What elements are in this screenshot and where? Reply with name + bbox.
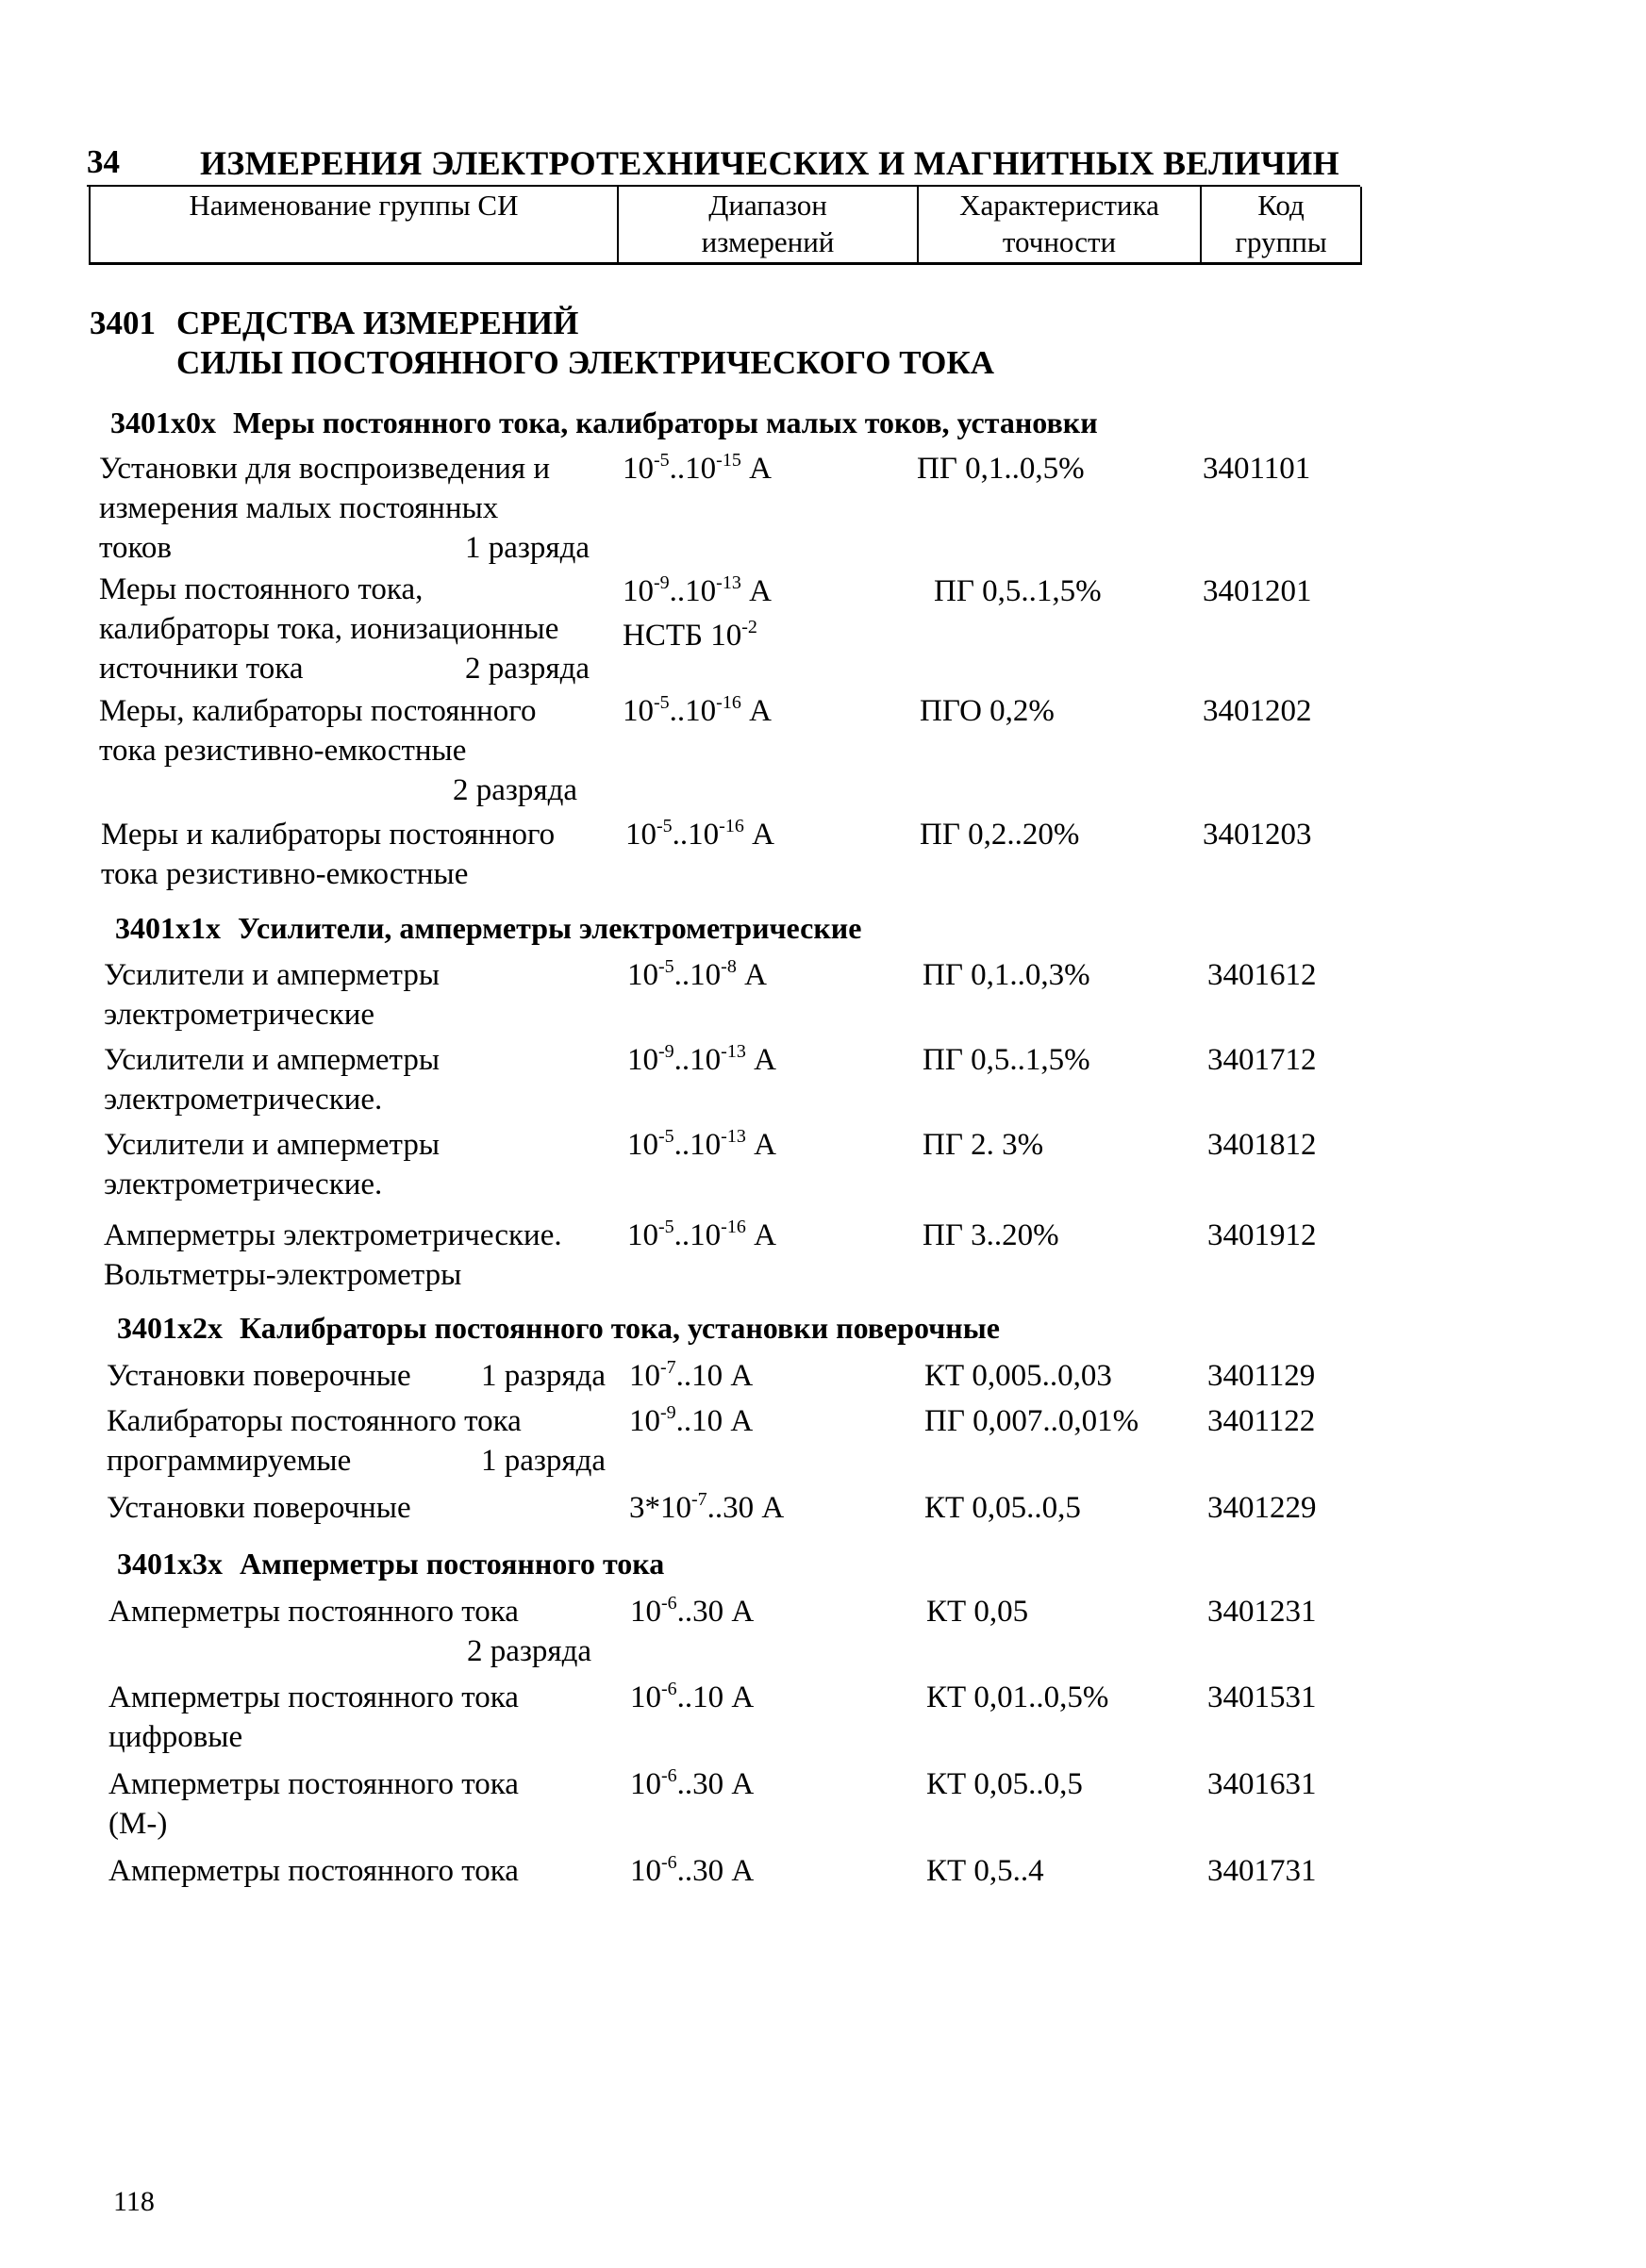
group-code: 3401x3x — [117, 1547, 223, 1581]
row-name: калибраторы тока, ионизационные — [99, 612, 559, 646]
row-code: 3401731 — [1207, 1854, 1317, 1888]
row-range: $10^{-5}..10^{-16}$ А — [625, 816, 774, 852]
column-header-range — [619, 187, 919, 262]
row-accuracy: ПГ 3..20% — [923, 1218, 1059, 1252]
row-name: цифровые — [108, 1720, 243, 1754]
row-code: 3401912 — [1207, 1218, 1317, 1252]
row-range: $10^{-9}..10$ А — [629, 1402, 754, 1438]
column-header-code-line2: группы — [1235, 225, 1327, 258]
row-name: Установки поверочные — [107, 1491, 411, 1525]
row-range: $10^{-6}..30$ А — [630, 1765, 755, 1801]
group-title: Калибраторы постоянного тока, установки поверочные — [240, 1311, 1000, 1345]
row-name: Амперметры постоянного тока — [108, 1680, 519, 1714]
row-accuracy: КТ 0,05 — [926, 1595, 1029, 1629]
row-name: Калибраторы постоянного тока — [107, 1404, 522, 1438]
row-accuracy: ПГ 0,5..1,5% — [923, 1043, 1090, 1077]
row-range: $10^{-5}..10^{-8}$ А — [627, 956, 767, 992]
column-header-range-line2: измерений — [701, 225, 835, 258]
running-title: ИЗМЕРЕНИЯ ЭЛЕКТРОТЕХНИЧЕСКИХ И МАГНИТНЫХ ВЕЛИЧИН — [200, 144, 1339, 182]
column-header-table — [89, 187, 1362, 265]
row-name: Амперметры постоянного тока — [108, 1854, 519, 1888]
group-heading — [115, 911, 861, 946]
section-title-line1: СРЕДСТВА ИЗМЕРЕНИЙ — [176, 305, 579, 341]
section-code: 3401 — [90, 305, 156, 341]
row-range: $10^{-6}..30$ А — [630, 1852, 755, 1888]
row-code: 3401202 — [1203, 694, 1312, 728]
group-title: Меры постоянного тока, калибраторы малых токов, установки — [233, 406, 1098, 439]
row-grade: 1 разряда — [465, 531, 590, 565]
row-range: $10^{-5}..10^{-16}$ А — [627, 1217, 776, 1252]
group-heading — [117, 1311, 1000, 1346]
row-accuracy: КТ 0,05..0,5 — [924, 1491, 1081, 1525]
column-header-accuracy-line1: Характеристика — [959, 189, 1159, 222]
page-number: 34 — [87, 143, 120, 180]
column-header-code — [1202, 187, 1360, 262]
row-accuracy: ПГ 0,2..20% — [920, 818, 1080, 852]
column-header-name — [91, 187, 619, 262]
column-header-accuracy-line2: точности — [1002, 225, 1117, 258]
column-header-code-line1: Код — [1257, 189, 1305, 222]
row-code: 3401631 — [1207, 1767, 1317, 1801]
group-title: Амперметры постоянного тока — [240, 1547, 665, 1581]
row-name: Меры, калибраторы постоянного — [99, 694, 537, 728]
row-range: $10^{-6}..30$ А — [630, 1593, 755, 1629]
row-grade: 2 разряда — [453, 773, 578, 807]
row-accuracy: ПГ 0,1..0,5% — [917, 452, 1085, 486]
row-range: $10^{-5}..10^{-16}$ А — [623, 692, 772, 728]
row-name: электрометрические — [104, 998, 375, 1032]
row-name: Амперметры постоянного тока — [108, 1767, 519, 1801]
row-code: 3401231 — [1207, 1595, 1317, 1629]
row-code: 3401122 — [1207, 1404, 1316, 1438]
group-heading — [110, 406, 1098, 440]
row-accuracy: ПГ 0,5..1,5% — [934, 574, 1102, 608]
row-name: тока резистивно-емкостные — [101, 857, 469, 891]
row-name: Усилители и амперметры — [104, 1128, 441, 1162]
group-code: 3401x0x — [110, 406, 216, 439]
row-accuracy: КТ 0,5..4 — [926, 1854, 1044, 1888]
row-name: Установки для воспроизведения и — [99, 452, 551, 486]
row-name: Вольтметры-электрометры — [104, 1258, 462, 1292]
row-name: Амперметры электрометрические. — [104, 1218, 562, 1252]
row-name: Амперметры постоянного тока — [108, 1595, 519, 1629]
row-accuracy: КТ 0,05..0,5 — [926, 1767, 1083, 1801]
row-name: электрометрические. — [104, 1083, 383, 1117]
row-code: 3401812 — [1207, 1128, 1317, 1162]
row-range: $10^{-5}..10^{-15}$ А — [623, 450, 772, 486]
row-name: Усилители и амперметры — [104, 958, 441, 992]
row-grade: 2 разряда — [465, 652, 590, 686]
row-accuracy: ПГ 0,1..0,3% — [923, 958, 1090, 992]
row-code: 3401101 — [1203, 452, 1311, 486]
row-grade: 1 разряда — [481, 1444, 607, 1478]
row-code: 3401612 — [1207, 958, 1317, 992]
group-title: Усилители, амперметры электрометрические — [238, 911, 862, 945]
row-name: измерения малых постоянных — [99, 491, 499, 525]
row-name: (М-) — [108, 1807, 168, 1841]
row-range-stability: НСТБ $10^{-2}$ — [623, 617, 757, 653]
row-name: Меры и калибраторы постоянного — [101, 818, 556, 852]
row-name: Меры постоянного тока, — [99, 572, 424, 606]
row-name: Усилители и амперметры — [104, 1043, 441, 1077]
row-name: тока резистивно-емкостные — [99, 734, 467, 768]
row-range: $10^{-6}..10$ А — [630, 1679, 755, 1714]
row-grade: 2 разряда — [467, 1634, 592, 1668]
row-code: 3401201 — [1203, 574, 1312, 608]
section-title — [90, 304, 994, 383]
group-code: 3401x2x — [117, 1311, 223, 1345]
row-code: 3401229 — [1207, 1491, 1317, 1525]
group-code: 3401x1x — [115, 911, 221, 945]
row-accuracy: ПГ 2. 3% — [923, 1128, 1044, 1162]
row-name: Установки поверочные — [107, 1359, 411, 1393]
row-name: токов — [99, 531, 172, 565]
row-range: $10^{-9}..10^{-13}$ А — [627, 1041, 776, 1077]
row-name: электрометрические. — [104, 1167, 383, 1201]
row-code: 3401203 — [1203, 818, 1312, 852]
row-range: $3*10^{-7}..30$ А — [629, 1489, 785, 1525]
footer-page-number: 118 — [113, 2186, 155, 2217]
row-code: 3401129 — [1207, 1359, 1316, 1393]
section-title-line2: СИЛЫ ПОСТОЯННОГО ЭЛЕКТРИЧЕСКОГО ТОКА — [176, 344, 994, 381]
column-header-name-text: Наименование группы СИ — [189, 189, 519, 222]
row-accuracy: ПГ 0,007..0,01% — [924, 1404, 1139, 1438]
row-code: 3401531 — [1207, 1680, 1317, 1714]
row-accuracy: ПГО 0,2% — [920, 694, 1055, 728]
group-heading — [117, 1547, 664, 1581]
row-code: 3401712 — [1207, 1043, 1317, 1077]
row-range: $10^{-7}..10$ А — [629, 1357, 754, 1393]
row-name: источники тока — [99, 652, 304, 686]
row-range: $10^{-5}..10^{-13}$ А — [627, 1126, 776, 1162]
running-header — [87, 143, 1360, 187]
row-range: $10^{-9}..10^{-13}$ А — [623, 572, 772, 608]
row-name: программируемые — [107, 1444, 352, 1478]
row-accuracy: КТ 0,01..0,5% — [926, 1680, 1109, 1714]
column-header-accuracy — [919, 187, 1202, 262]
row-grade: 1 разряда — [481, 1359, 607, 1393]
row-accuracy: КТ 0,005..0,03 — [924, 1359, 1112, 1393]
column-header-range-line1: Диапазон — [708, 189, 827, 222]
